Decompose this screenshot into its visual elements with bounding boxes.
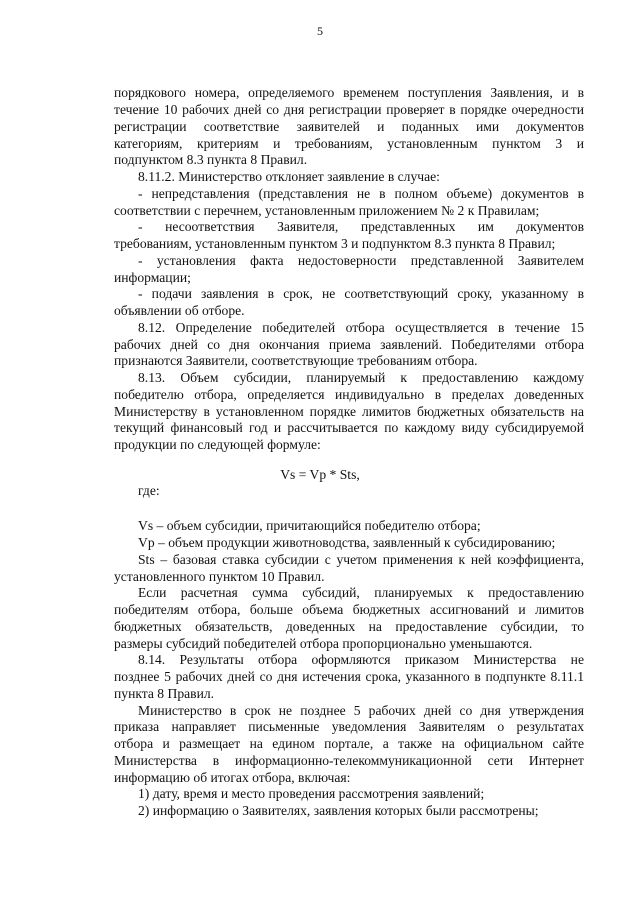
text-line: Министерство в срок не позднее 5 рабочих дней со дня утверждения [138,703,584,718]
text-line: размеры субсидий победителей отбора пропорционально уменьшаются. [114,636,533,651]
text-line: 2) информацию о Заявителях, заявления которых были рассмотрены; [138,803,539,818]
text-line: установленного пунктом 10 Правил. [114,569,325,584]
text-line: - непредставления (представления не в полном объеме) документов в [138,186,584,201]
text-line: где: [138,483,160,498]
text-line: подпунктом 8.3 пункта 8 Правил. [114,152,308,167]
text-line: приказа направляет письменные уведомления Заявителям о результатах [114,719,584,734]
text-line: Министерству в установленном порядке лимитов бюджетных обязательств на [114,404,584,419]
text-line: 8.14. Результаты отбора оформляются приказом Министерства не [138,652,584,667]
text-line: регистрации соответствие заявителей и поданных ими документов [114,119,584,134]
text-line: позднее 5 рабочих дней со дня истечения срока, указанного в подпункте 8.11.1 [114,669,584,684]
text-line: Министерства в информационно-телекоммуникационной сети Интернет [114,753,584,768]
text-line: пункта 8 Правил. [114,686,215,701]
text-line: Vs – объем субсидии, причитающийся победителю отбора; [138,518,481,533]
text-line: Sts – базовая ставка субсидии с учетом применения к ней коэффициента, [138,552,584,567]
text-line: - установления факта недостоверности представленной Заявителем [138,253,584,268]
text-line: Vp – объем продукции животноводства, заявленный к субсидированию; [138,535,556,550]
text-line: соответствии с перечнем, установленным приложением № 2 к Правилам; [114,203,540,218]
page-number: 5 [317,24,323,38]
text-line: порядкового номера, определяемого временем поступления Заявления, и в [114,85,584,100]
text-line: рабочих дней со дня окончания приема заявлений. Победителями отбора [114,337,584,352]
text-line: категориям, критериям и требованиям, установленным пунктом 3 и [114,136,584,151]
text-line: отбора и размещает на едином портале, а также на официальном сайте [114,736,584,751]
formula: Vs = Vp * Sts, [280,467,360,482]
text-line: 1) дату, время и место проведения рассмотрения заявлений; [138,786,485,801]
text-line: объявлении об отборе. [114,303,245,318]
text-line: текущий финансовый год и рассчитывается по каждому виду субсидируемой [114,420,584,435]
text-line: информацию об итогах отбора, включая: [114,770,351,785]
text-line: Если расчетная сумма субсидий, планируемых к предоставлению [138,585,584,600]
text-line: победителям отбора, больше объема бюджетных ассигнований и лимитов [114,602,584,617]
text-line: 8.12. Определение победителей отбора осуществляется в течение 15 [138,320,584,335]
text-line: 8.11.2. Министерство отклоняет заявление в случае: [138,169,440,184]
text-line: продукции по следующей формуле: [114,437,321,452]
text-line: течение 10 рабочих дней со дня регистрации проверяет в порядке очередности [114,102,584,117]
text-line: признаются Заявители, соответствующие требованиям отбора. [114,353,478,368]
text-line: - подачи заявления в срок, не соответствующий сроку, указанному в [138,286,584,301]
text-line: - несоответствия Заявителя, представленных им документов [138,219,584,234]
text-line: 8.13. Объем субсидии, планируемый к предоставлению каждому [138,370,584,385]
text-line: бюджетных обязательств, доведенных на предоставление субсидии, то [114,619,584,634]
text-line: победителю отбора, определяется индивидуально в пределах доведенных [114,387,584,402]
text-line: требованиям, установленным пунктом 3 и подпунктом 8.3 пункта 8 Правил; [114,236,556,251]
text-line: информации; [114,270,191,285]
